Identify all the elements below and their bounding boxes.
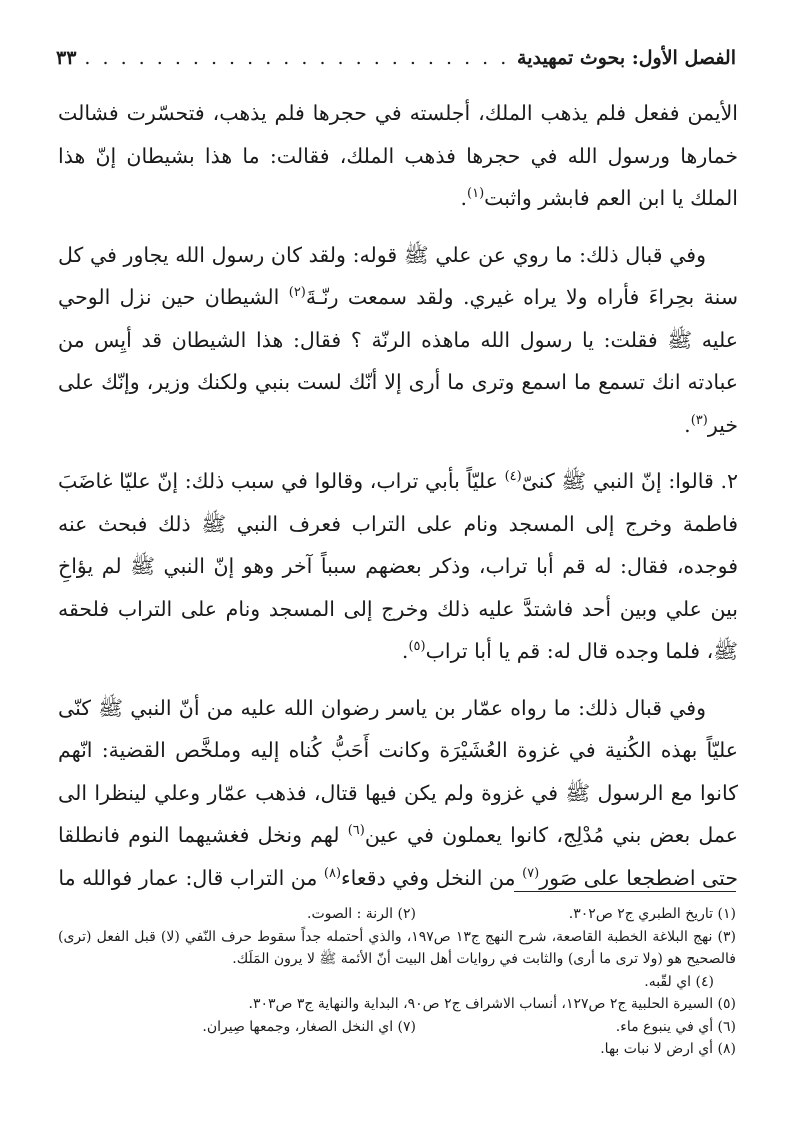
body-text xyxy=(58,92,738,913)
footnote-ref-4[interactable]: (٤) xyxy=(504,469,522,485)
footnote-ref-2[interactable]: (٢) xyxy=(288,285,306,301)
paragraph-1: الأيمن ففعل فلم يذهب الملك، أجلسته في حجرها فلم يذهب، فتحسّرت فشالت خمارها ورسول الله في حجرها فذهب الملك، فقالت: ما هذا بشيطان إنّ هذا الملك يا ابن العم فابشر واثبت$^{(١)}$. xyxy=(58,101,738,210)
leader-dots xyxy=(84,47,509,69)
footnote-ref-3[interactable]: (٣) xyxy=(690,412,708,428)
running-header xyxy=(56,38,736,78)
page-number: ٣٣ xyxy=(56,47,77,69)
footnote-5: (٥) السيرة الحلبية ج٢ ص١٢٧، أنساب الاشراف ج٢ ص٩٠، البداية والنهاية ج٣ ص٣٠٣. xyxy=(248,996,736,1012)
footnote-2: (٢) الرنة : الصوت. xyxy=(307,906,416,922)
footnote-row xyxy=(58,1038,736,1061)
footnote-row xyxy=(58,971,736,994)
chapter-title: الفصل الأول: بحوث تمهيدية xyxy=(517,47,736,69)
paragraph-3: ٢. قالوا: إنّ النبي ﷺ كنىّ$^{(٤)}$ عليّاً بأبي تراب، وقالوا في سبب ذلك: إنّ عليّا غاضَبَ فاطمة وخرج إلى المسجد ونام على التراب فعرف النبي ﷺ ذلك فبحث عنه فوجده، فقال: له قم أبا تراب، وذكر بعضهم سبباً آخر وهو إنّ النبي ﷺ لم يؤاخِ بين علي وبين أحد فاشتدَّ عليه ذلك وخرج إلى المسجد ونام على التراب فلحقه ﷺ، فلما وجده قال له: قم يا أبا تراب$^{(٥)}$. xyxy=(58,469,738,663)
footnote-8: (٨) أي ارض لا نبات بها. xyxy=(600,1041,736,1057)
paragraph-4: وفي قبال ذلك: ما رواه عمّار بن ياسر رضوان الله عليه من أنّ النبي ﷺ كنّى عليّاً بهذه الكُنية في غزوة العُشَيْرَة وكانت أَحَبُّ كُناه إليه وملخَّص القضية: انّهم كانوا مع الرسول ﷺ في غزوة ولم يكن فيها قتال، فذهب عمّار وعلي لينظرا الى عمل بعض بني مُدْلِج، كانوا يعملون في عين$^{(٦)}$ لهم ونخل فغشيهما النوم فانطلقا حتى اضطجعا على صَور$^{(٧)}$ من النخل وفي دقعاء$^{(٨)}$ من التراب قال: عمار فوالله ما xyxy=(58,695,738,890)
footnote-row xyxy=(58,1016,736,1039)
footnote-7: (٧) اي النخل الصغار، وجمعها صِيران. xyxy=(202,1018,416,1035)
footnote-6: (٦) أي في ينبوع ماء. xyxy=(615,1018,736,1035)
footnote-1: (١) تاريخ الطبري ج٢ ص٣٠٢. xyxy=(568,906,736,922)
footnote-3: (٣) نهج البلاغة الخطبة القاصعة، شرح النهج ج١٣ ص١٩٧، والذي أحتمله جداً سقوط حرف النّفي (لا) قبل الفعل (ترى) فالصحيح هو (ولا ترى ما أرى) والثابت في روايات أهل البيت أنّ الأئمة ﷺ لا يرون المَلَك. xyxy=(58,928,736,967)
footnote-ref-1[interactable]: (١) xyxy=(467,186,485,202)
footnote-4: (٤) اي لقّبه. xyxy=(644,973,714,990)
footnote-ref-8[interactable]: (٨) xyxy=(323,865,342,881)
footnote-ref-5[interactable]: (٥) xyxy=(408,639,426,655)
footnote-divider xyxy=(514,891,736,892)
footnotes xyxy=(58,903,736,1061)
paragraph-2: وفي قبال ذلك: ما روي عن علي ﷺ قوله: ولقد كان رسول الله يجاور في كل سنة بحِراءَ فأراه ولا يراه غيري. ولقد سمعت رنّـةَ$^{(٢)}$ الشيطان حين نزل الوحي عليه ﷺ فقلت: يا رسول الله ماهذه الرنّة ؟ فقال: هذا الشيطان قد أيِس من عبادته انك تسمع ما اسمع وترى ما أرى إلا أنّك لست بنبي ولكنك وزير، وإنّك على خير$^{(٣)}$. xyxy=(58,242,739,437)
footnote-ref-6[interactable]: (٦) xyxy=(347,823,365,839)
footnote-row xyxy=(58,903,736,926)
footnote-row xyxy=(58,993,736,1016)
footnote-ref-7[interactable]: (٧) xyxy=(522,865,540,881)
